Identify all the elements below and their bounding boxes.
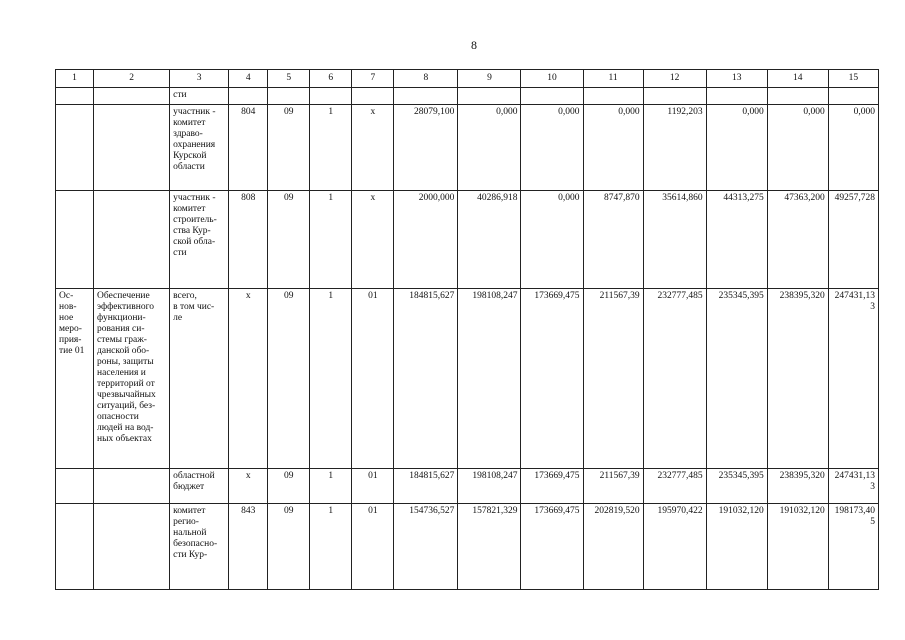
header-cell: 10	[521, 70, 583, 88]
table-row	[56, 105, 879, 191]
table-cell-col-14: 191032,120	[767, 504, 828, 590]
table-cell-col-8: 2000,000	[394, 191, 458, 289]
table-cell-col-12: 35614,860	[643, 191, 706, 289]
table-cell-col-5: 09	[268, 289, 310, 469]
table-cell-col-10: 0,000	[521, 105, 583, 191]
table-cell-col-9	[458, 88, 521, 105]
table-cell-col-8: 184815,627	[394, 289, 458, 469]
header-cell: 5	[268, 70, 310, 88]
table-cell-col-13: 191032,120	[706, 504, 767, 590]
table-cell-col-13: 235345,395	[706, 469, 767, 504]
table-cell-col-12: 232777,485	[643, 469, 706, 504]
table-cell-col-7: х	[352, 105, 394, 191]
table-cell-col-10: 0,000	[521, 191, 583, 289]
table-row	[56, 88, 879, 105]
table-cell-col-15: 247431,133	[828, 289, 878, 469]
table-cell-col-11: 8747,870	[583, 191, 643, 289]
table-cell-col-6: 1	[310, 504, 352, 590]
table-cell-col-3: сти	[170, 88, 229, 105]
table-cell-col-2: Обеспечение эффективного функциони- рования си- стемы граж- данской обо- роны, защиты населения и территорий от чрезвычайных ситуаций, без- опасности людей на вод- ных объектах	[94, 289, 170, 469]
header-row	[56, 70, 879, 88]
table-cell-col-12	[643, 88, 706, 105]
table-cell-col-1	[56, 504, 94, 590]
table-cell-col-12: 232777,485	[643, 289, 706, 469]
table-cell-col-1: Ос- нов- ное меро- прия- тие 01	[56, 289, 94, 469]
table-cell-col-15	[828, 88, 878, 105]
table-cell-col-12: 195970,422	[643, 504, 706, 590]
table-cell-col-6: 1	[310, 105, 352, 191]
header-cell: 7	[352, 70, 394, 88]
header-cell: 4	[229, 70, 268, 88]
header-cell: 3	[170, 70, 229, 88]
table-cell-col-9: 0,000	[458, 105, 521, 191]
header-cell: 15	[828, 70, 878, 88]
table-cell-col-4: х	[229, 289, 268, 469]
header-cell: 13	[706, 70, 767, 88]
table-cell-col-11: 211567,39	[583, 289, 643, 469]
table-cell-col-8: 184815,627	[394, 469, 458, 504]
table-cell-col-2	[94, 191, 170, 289]
table-cell-col-6: 1	[310, 289, 352, 469]
table-cell-col-5: 09	[268, 105, 310, 191]
table-cell-col-10: 173669,475	[521, 289, 583, 469]
table-cell-col-4: 804	[229, 105, 268, 191]
table-cell-col-8: 28079,100	[394, 105, 458, 191]
table-row	[56, 191, 879, 289]
table-cell-col-3: комитет регио- нальной безопасно- сти Кур-	[170, 504, 229, 590]
table-cell-col-15: 198173,405	[828, 504, 878, 590]
table-cell-col-7: 01	[352, 289, 394, 469]
table-cell-col-3: всего, в том чис- ле	[170, 289, 229, 469]
table-cell-col-14: 47363,200	[767, 191, 828, 289]
table-cell-col-5	[268, 88, 310, 105]
table-cell-col-9: 198108,247	[458, 289, 521, 469]
table-cell-col-10	[521, 88, 583, 105]
table-cell-col-5: 09	[268, 469, 310, 504]
header-cell: 14	[767, 70, 828, 88]
table-cell-col-11: 211567,39	[583, 469, 643, 504]
header-cell: 9	[458, 70, 521, 88]
header-cell: 8	[394, 70, 458, 88]
table-row	[56, 469, 879, 504]
header-cell: 12	[643, 70, 706, 88]
table-cell-col-15: 49257,728	[828, 191, 878, 289]
table-cell-col-2	[94, 504, 170, 590]
table-cell-col-11: 0,000	[583, 105, 643, 191]
table-cell-col-1	[56, 88, 94, 105]
table-cell-col-2	[94, 469, 170, 504]
table-cell-col-1	[56, 191, 94, 289]
table-cell-col-6: 1	[310, 191, 352, 289]
table-cell-col-9: 40286,918	[458, 191, 521, 289]
table-cell-col-14: 238395,320	[767, 289, 828, 469]
table-cell-col-4: 808	[229, 191, 268, 289]
table-cell-col-2	[94, 88, 170, 105]
table-cell-col-13: 0,000	[706, 105, 767, 191]
table-cell-col-15: 247431,133	[828, 469, 878, 504]
table-cell-col-8	[394, 88, 458, 105]
table-cell-col-6: 1	[310, 469, 352, 504]
table-cell-col-13	[706, 88, 767, 105]
program-funding-table	[55, 69, 879, 590]
table-cell-col-14	[767, 88, 828, 105]
table-cell-col-10: 173669,475	[521, 504, 583, 590]
table-cell-col-11	[583, 88, 643, 105]
table-cell-col-13: 235345,395	[706, 289, 767, 469]
page-number: 8	[471, 38, 477, 52]
table-cell-col-14: 238395,320	[767, 469, 828, 504]
table-cell-col-7: 01	[352, 504, 394, 590]
table-cell-col-5: 09	[268, 191, 310, 289]
table-cell-col-8: 154736,527	[394, 504, 458, 590]
table-cell-col-3: участник - комитет строитель- ства Кур- ской обла- сти	[170, 191, 229, 289]
table-cell-col-11: 202819,520	[583, 504, 643, 590]
table-row	[56, 289, 879, 469]
table-cell-col-15: 0,000	[828, 105, 878, 191]
header-cell: 1	[56, 70, 94, 88]
table-cell-col-9: 198108,247	[458, 469, 521, 504]
table-cell-col-7	[352, 88, 394, 105]
header-cell: 6	[310, 70, 352, 88]
table-cell-col-3: областной бюджет	[170, 469, 229, 504]
table-row	[56, 504, 879, 590]
table-cell-col-9: 157821,329	[458, 504, 521, 590]
header-cell: 11	[583, 70, 643, 88]
table-cell-col-4	[229, 88, 268, 105]
table-cell-col-12: 1192,203	[643, 105, 706, 191]
table-cell-col-2	[94, 105, 170, 191]
table-cell-col-14: 0,000	[767, 105, 828, 191]
table-cell-col-7: 01	[352, 469, 394, 504]
table-cell-col-5: 09	[268, 504, 310, 590]
table-cell-col-4: х	[229, 469, 268, 504]
table-cell-col-7: х	[352, 191, 394, 289]
header-cell: 2	[94, 70, 170, 88]
table-cell-col-3: участник - комитет здраво- охранения Курской области	[170, 105, 229, 191]
table-cell-col-4: 843	[229, 504, 268, 590]
table-cell-col-13: 44313,275	[706, 191, 767, 289]
table-cell-col-10: 173669,475	[521, 469, 583, 504]
table-cell-col-1	[56, 105, 94, 191]
table-cell-col-1	[56, 469, 94, 504]
table-cell-col-6	[310, 88, 352, 105]
